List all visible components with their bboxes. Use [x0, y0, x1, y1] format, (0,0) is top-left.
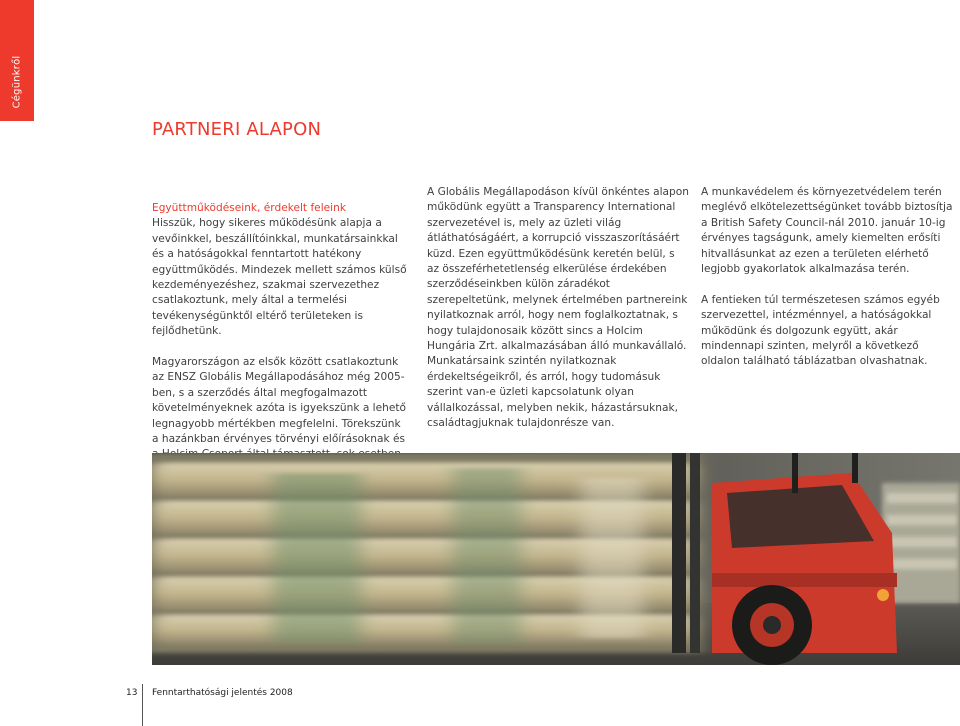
paragraph-text: Hisszük, hogy sikeres működésünk alapja a vevőinkkel, beszállítóinkkal, munkatársainkkal és a hatóságokkal fenntartott hatékony együttműködés. Mindezek mellett számos külső kezdeményezéshez, szakmai szervezethez csatlakoztunk, mely által a termelési tevékenységünktől eltérő területeken is fejlődhetünk. [152, 217, 407, 338]
page-number: 13 [126, 688, 138, 698]
warehouse-forklift-photo [152, 453, 960, 665]
report-title: Fenntarthatósági jelentés 2008 [152, 688, 293, 698]
paragraph: A munkavédelem és környezetvédelem terén meglévő elkötelezettségünket tovább biztosítja a British Safety Council-nál 2010. január 10-ig érvényes tagságunk, amely kiemelten erősíti hitvallásunkat az ezen a területen elérhető legjobb gyakorlatok alkalmazása terén. [701, 186, 953, 276]
section-tab-label: Cégünkről [11, 55, 23, 109]
page-title: PARTNERI ALAPON [152, 119, 322, 140]
paragraph: A fentieken túl természetesen számos egyéb szervezettel, intézménnyel, a hatóságokkal működünk és dolgozunk együtt, akár mindennapi szinten, melyről a következő oldalon található táblázatban olvashatnak. [701, 293, 940, 368]
paragraph [152, 201, 407, 340]
text-column-3 [701, 185, 960, 385]
section-tab [0, 0, 34, 121]
footer-divider [142, 684, 143, 726]
text-column-2 [427, 185, 689, 447]
paragraph: Magyarországon az elsők között csatlakoztunk az ENSZ Globális Megállapodásához még 2005-ben, s a szerződés által megfogalmazott követelményeknek azóta is igyekszünk a lehető legnagyobb mértékben megfelelni. Törekszünk a hazánkban érvényes törvényi előírásoknak és [152, 356, 407, 446]
section-lead: Együttműködéseink, érdekelt feleink [152, 202, 346, 214]
paragraph: A Globális Megállapodáson kívül önkéntes alapon működünk együtt a Transparency International szervezetével is, mely az üzleti világ átláthatóságáért, a korrupció visszaszorításáért küzd. Ezen együttműködésünk keretén belül, s az összeférhetetlenség elkerülése érdekében szerződéseinkben külön záradékot szerepeltetünk, melynek értelmében partnereink nyilatkoznak arról, hogy nem foglalkoztatnak, s hogy tulajdonosaik között sincs a Holcim Hungária Zrt. alkalmazásában álló munkavállaló. Munkatársaink szintén nyilatkoznak érdekeltségeikről, és arról, hogy tudomásuk szerint van-e üzleti kapcsolatunk olyan vállalkozással, melyben nekik, házastársuknak, családtagjuknak tulajdonrésze van. [427, 186, 689, 430]
photo-illustration [152, 453, 960, 665]
